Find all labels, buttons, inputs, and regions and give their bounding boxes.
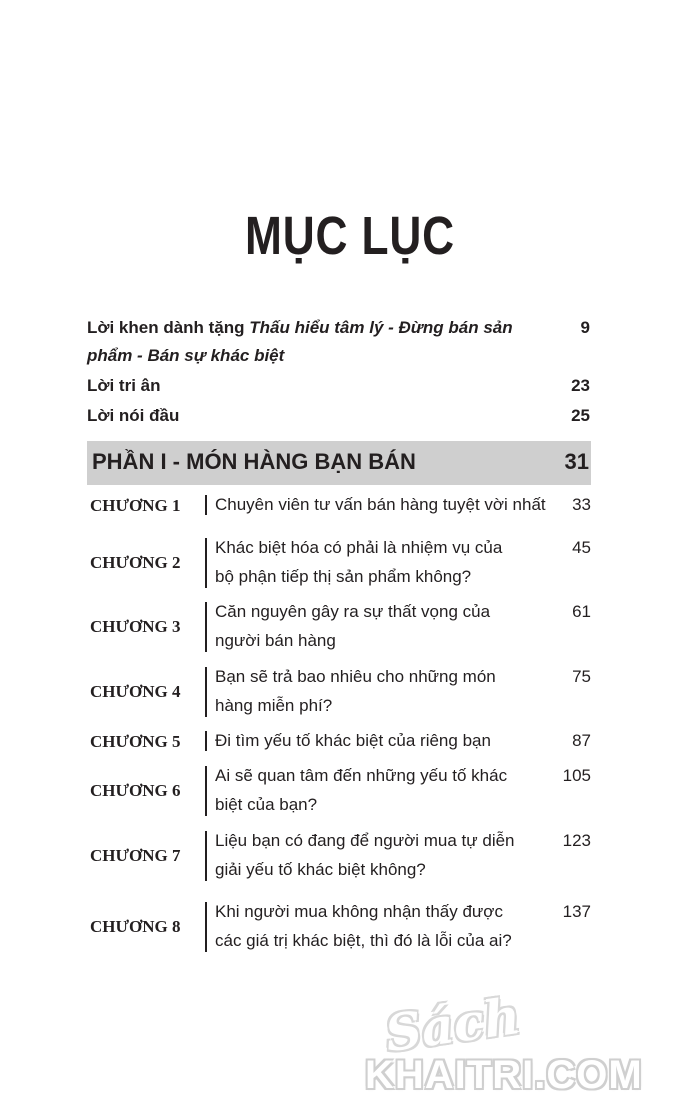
chapter-divider — [205, 667, 207, 717]
chapter-divider — [205, 495, 207, 515]
chapter-title-line-1: Bạn sẽ trả bao nhiêu cho những món — [215, 667, 496, 686]
watermark-logo — [365, 985, 685, 1105]
chapter-title-line-2: người bán hàng — [215, 631, 336, 650]
watermark-script: Sách — [381, 985, 524, 1064]
chapter-row — [87, 533, 591, 593]
chapter-title — [215, 897, 555, 955]
toc-entry-page-number: 23 — [571, 376, 590, 395]
chapter-row — [87, 662, 591, 722]
chapter-page-number: 75 — [572, 667, 591, 686]
chapter-label: CHƯƠNG 4 — [90, 682, 181, 701]
part-heading-page-number: 31 — [564, 449, 589, 474]
chapter-title — [215, 662, 555, 720]
chapter-title — [215, 761, 555, 819]
toc-entry-praise-plain: Lời khen dành tặng — [87, 318, 250, 337]
chapter-label: CHƯƠNG 7 — [90, 846, 181, 865]
toc-entry-praise-book-title-1: Thấu hiểu tâm lý - Đừng bán sản — [249, 318, 513, 337]
chapter-row — [87, 897, 591, 957]
chapter-row — [87, 726, 591, 756]
chapter-title-line-2: giải yếu tố khác biệt không? — [215, 860, 426, 879]
toc-entry-praise — [87, 314, 590, 370]
chapter-title — [215, 726, 555, 755]
chapter-title-line-1: Ai sẽ quan tâm đến những yếu tố khác — [215, 766, 508, 785]
part-heading-label: PHẦN I - MÓN HÀNG BẠN BÁN — [92, 449, 416, 474]
chapter-page-number: 105 — [562, 766, 591, 785]
chapter-title-line-2: biệt của bạn? — [215, 795, 318, 814]
chapter-title-line-1: Khác biệt hóa có phải là nhiệm vụ của — [215, 538, 503, 557]
chapter-divider — [205, 902, 207, 952]
chapter-divider — [205, 538, 207, 588]
chapter-page-number: 61 — [572, 602, 591, 621]
chapter-label: CHƯƠNG 3 — [90, 617, 181, 636]
chapter-title-line-2: hàng miễn phí? — [215, 696, 333, 715]
chapter-title-line-2: bộ phận tiếp thị sản phẩm không? — [215, 567, 472, 586]
chapter-divider — [205, 831, 207, 881]
toc-entry-preface — [87, 402, 590, 430]
chapter-label: CHƯƠNG 2 — [90, 553, 181, 572]
chapter-title-line-1: Chuyên viên tư vấn bán hàng tuyệt vời nhất — [215, 495, 546, 514]
chapter-page-number: 33 — [572, 495, 591, 514]
chapter-row — [87, 761, 591, 821]
toc-entry-page-number: 9 — [580, 318, 590, 337]
watermark-brand: KHAITRI.COM — [365, 1053, 643, 1097]
chapter-title — [215, 490, 555, 519]
chapter-row — [87, 597, 591, 657]
chapter-title-line-1: Căn nguyên gây ra sự thất vọng của — [215, 602, 491, 621]
chapter-row — [87, 490, 591, 520]
toc-entry-praise-book-title-2: phẩm - Bán sự khác biệt — [87, 346, 285, 365]
chapter-page-number: 87 — [572, 731, 591, 750]
chapter-title — [215, 826, 555, 884]
part-heading — [87, 441, 591, 485]
toc-entry-label: Lời tri ân — [87, 376, 161, 395]
page-title: MỤC LỤC — [245, 206, 455, 266]
chapter-row — [87, 826, 591, 886]
chapter-divider — [205, 731, 207, 751]
toc-entry-label: Lời nói đầu — [87, 406, 180, 425]
chapter-title-line-2: các giá trị khác biệt, thì đó là lỗi của ai? — [215, 931, 512, 950]
chapter-title-line-1: Khi người mua không nhận thấy được — [215, 902, 503, 921]
toc-entry-page-number: 25 — [571, 406, 590, 425]
chapter-divider — [205, 602, 207, 652]
chapter-title-line-1: Liệu bạn có đang để người mua tự diễn — [215, 831, 515, 850]
toc-entry-praise-text — [87, 314, 527, 370]
chapter-page-number: 123 — [562, 831, 591, 850]
chapter-title — [215, 533, 555, 591]
chapter-title-line-1: Đi tìm yếu tố khác biệt của riêng bạn — [215, 731, 491, 750]
chapter-page-number: 45 — [572, 538, 591, 557]
chapter-divider — [205, 766, 207, 816]
chapter-label: CHƯƠNG 5 — [90, 732, 181, 751]
chapter-title — [215, 597, 555, 655]
toc-entry-acknowledgements — [87, 372, 590, 400]
chapter-label: CHƯƠNG 8 — [90, 917, 181, 936]
chapter-label: CHƯƠNG 6 — [90, 781, 181, 800]
chapter-label: CHƯƠNG 1 — [90, 496, 181, 515]
chapter-page-number: 137 — [562, 902, 591, 921]
